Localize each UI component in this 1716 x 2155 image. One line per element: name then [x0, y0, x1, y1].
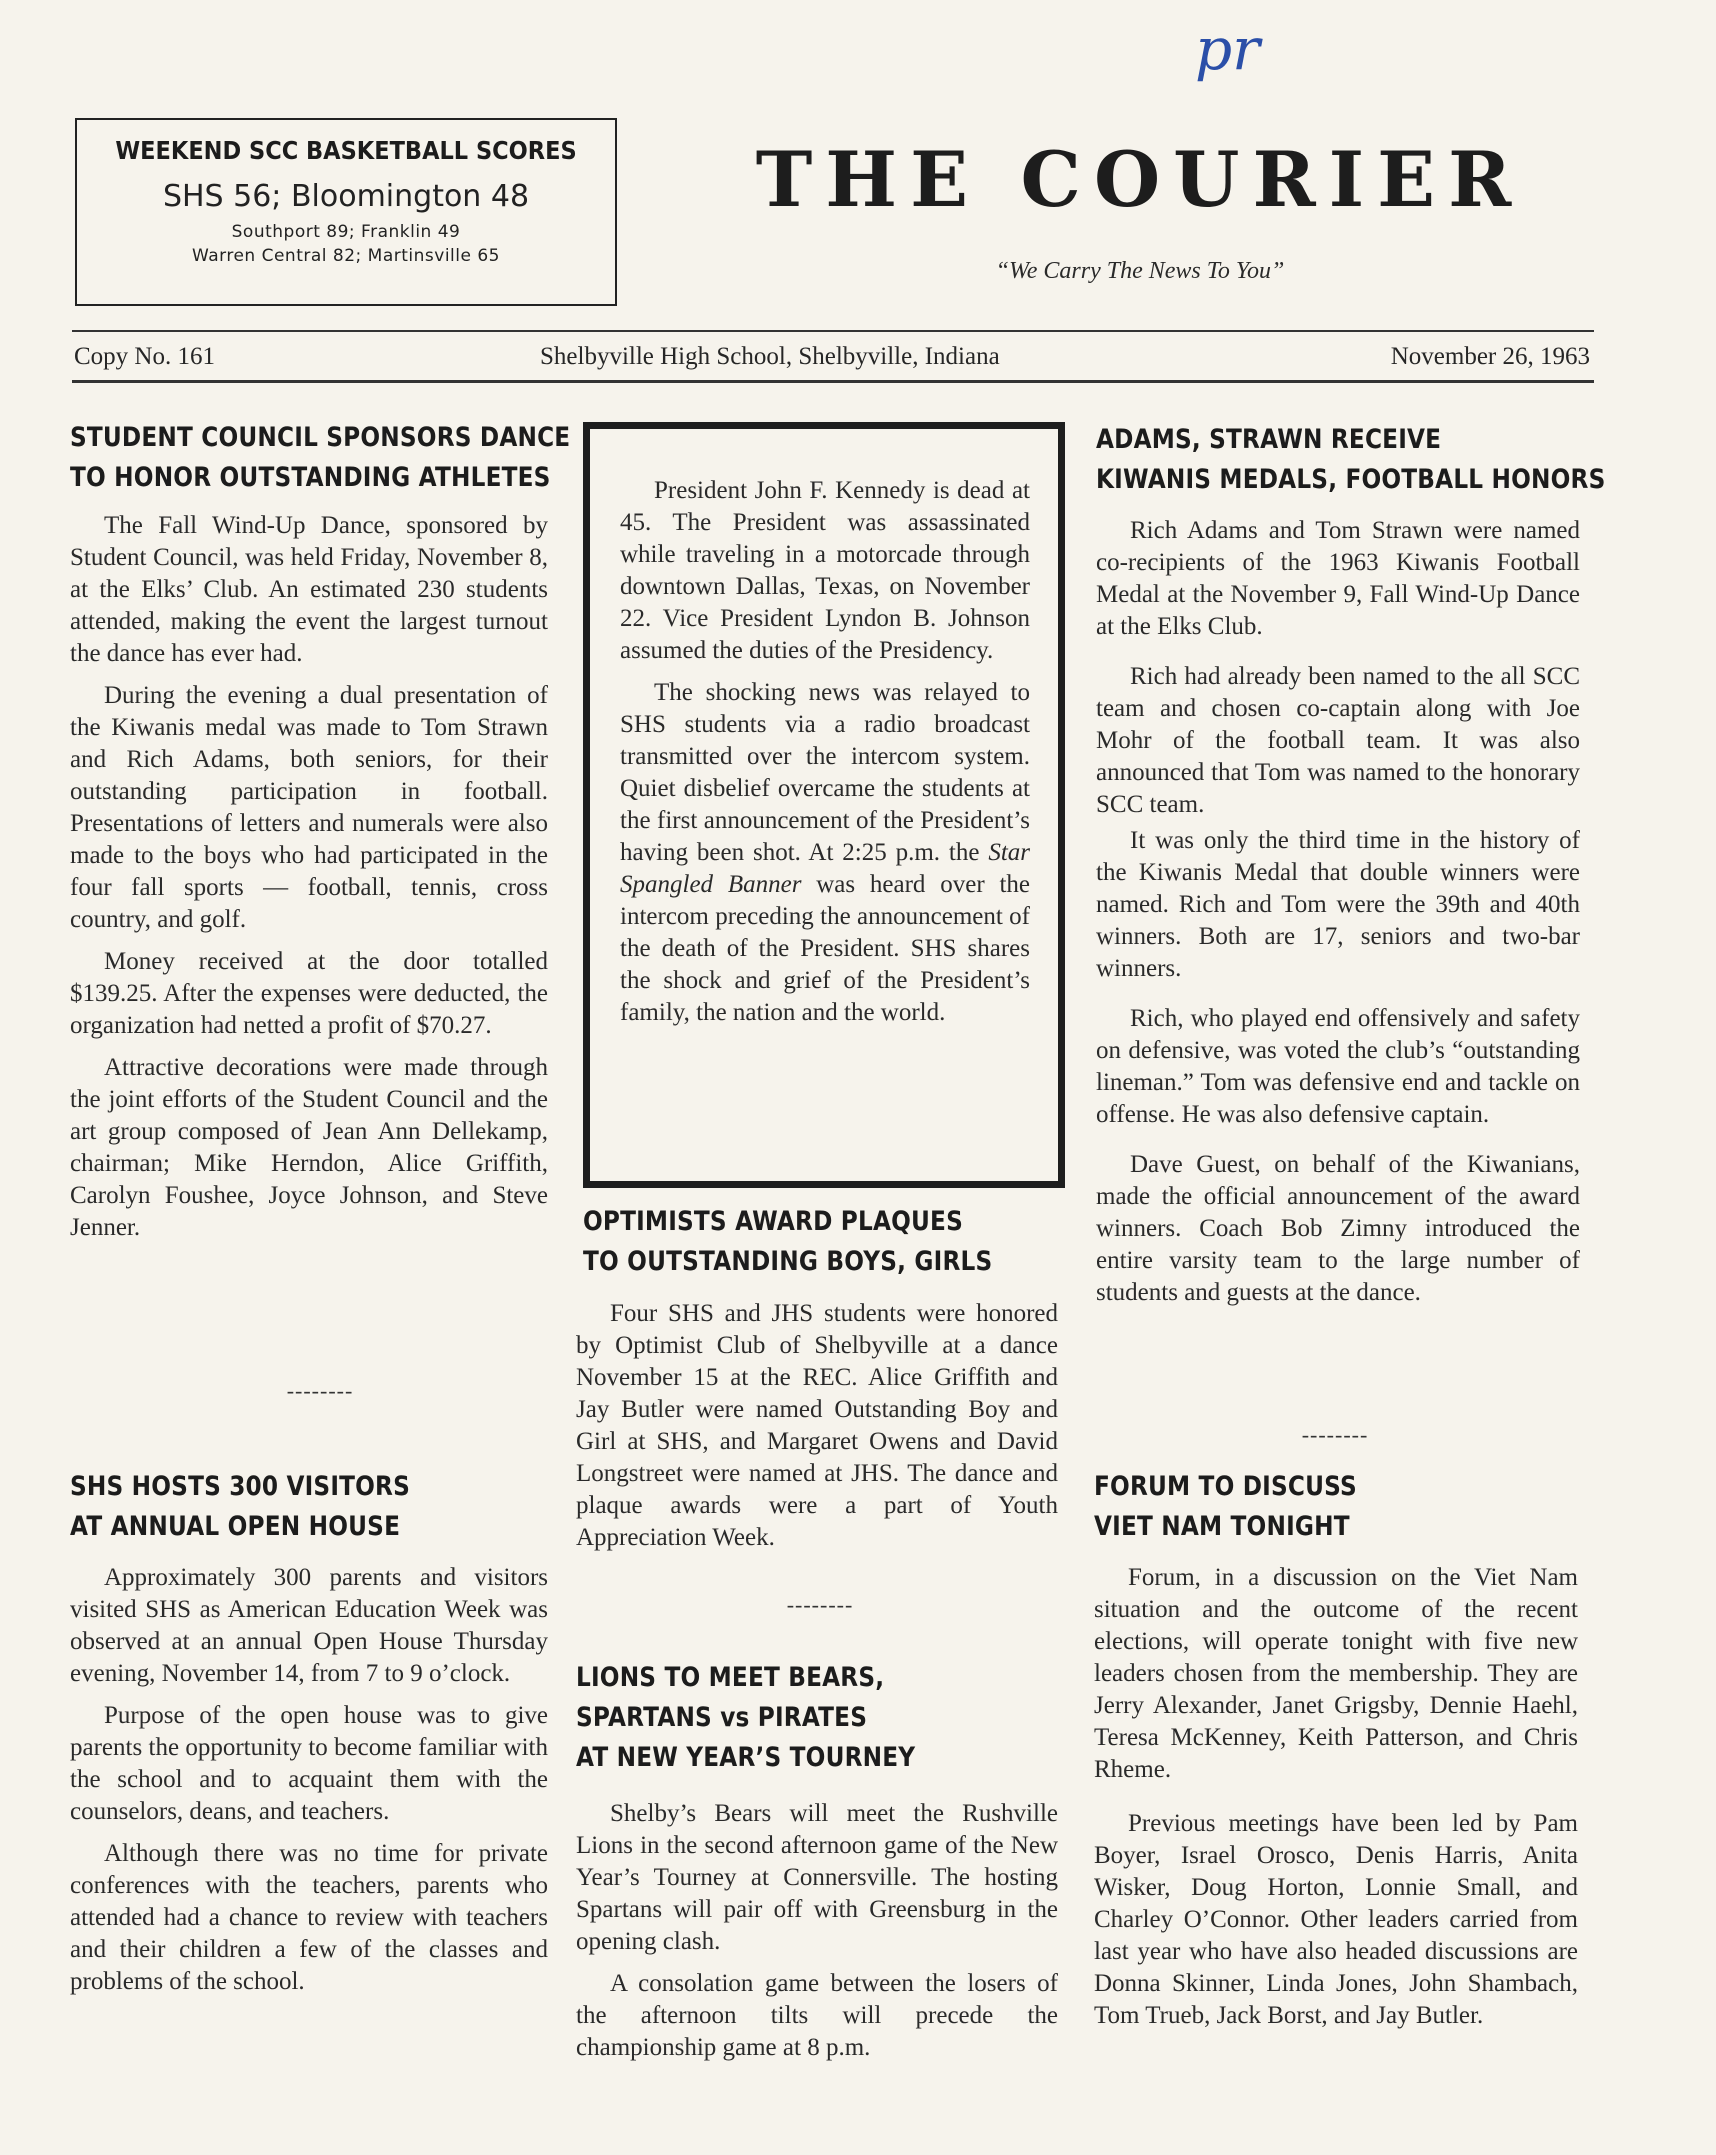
scores-title: WEEKEND SCC BASKETBALL SCORES: [115, 136, 577, 165]
kennedy-box: [583, 422, 1065, 1188]
scores-line-3: Warren Central 82; Martinsville 65: [192, 246, 500, 266]
dance-body: The Fall Wind-Up Dance, sponsored by Student Council, was held Friday, November 8, at the Elks’ Club. An estimated 230 students attended, making the event the largest turnout the dance has ever had. During the evening a dual presentation of the Kiwanis medal was made to Tom Strawn and Rich Adams, both seniors, for their outstanding participation in football. Presentations of letters and numerals were also made to the boys who had participated in the four fall sports — football, tennis, cross country, and golf. Money received at the door totalled $139.25. After the expenses were deducted, the organization had netted a profit of $70.27. Attractive decorations were made through the joint efforts of the Student Council and the art group composed of Jean Ann Dellekamp, chairman; Mike Herndon, Alice Griffith, Carolyn Foushee, Joyce Johnson, and Steve Jenner.: [70, 512, 548, 1241]
open-house-headline: SHS HOSTS 300 VISITORS AT ANNUAL OPEN HOUSE: [70, 1471, 411, 1542]
dateline-school: Shelbyville High School, Shelbyville, Indiana: [540, 343, 1000, 370]
separator-3: --------: [1301, 1422, 1369, 1447]
kiwanis-headline: ADAMS, STRAWN RECEIVE KIWANIS MEDALS, FOOTBALL HONORS: [1096, 424, 1606, 495]
dateline-copy: Copy No. 161: [74, 343, 215, 370]
optimists-headline: OPTIMISTS AWARD PLAQUES TO OUTSTANDING BOYS, GIRLS: [583, 1206, 993, 1277]
scores-box: [75, 118, 617, 306]
tourney-body: Shelby’s Bears will meet the Rushville Lions in the second afternoon game of the New Year’s Tourney at Connersville. The hosting Spartans will pair off with Greensburg in the opening clash. A consolation game between the losers of the afternoon tilts will precede the championship game at 8 p.m.: [576, 1800, 1058, 2061]
handwritten-mark: pr: [1195, 15, 1260, 83]
forum-headline: FORUM TO DISCUSS VIET NAM TONIGHT: [1094, 1471, 1357, 1542]
scores-line-2: Southport 89; Franklin 49: [231, 222, 461, 242]
separator-2: --------: [786, 1592, 854, 1617]
kiwanis-body: Rich Adams and Tom Strawn were named co-recipients of the 1963 Kiwanis Football Medal at the November 9, Fall Wind-Up Dance at the Elks Club. Rich had already been named to the all SCC team and chosen co-captain along with Joe Mohr of the football team. It was also announced that Tom was named to the honorary SCC team. It was only the third time in the history of the Kiwanis Medal that double winners were named. Rich and Tom were the 39th and 40th winners. Both are 17, seniors and two-bar winners. Rich, who played end offensively and safety on defensive, was voted the club’s “outstanding lineman.” Tom was defensive end and tackle on offense. He was also defensive captain. Dave Guest, on behalf of the Kiwanians, made the official announcement of the award winners. Coach Bob Zimny introduced the entire varsity team to the large number of students and guests at the dance.: [1096, 517, 1580, 1306]
separator-1: --------: [286, 1378, 354, 1403]
rule-top: [72, 330, 1594, 332]
kennedy-body: President John F. Kennedy is dead at 45. The President was assassinated while traveling in a motorcade through downtown Dallas, Texas, on November 22. Vice President Lyndon B. Johnson assumed the duties of the Presidency. The shocking news was relayed to SHS students via a radio broadcast transmitted over the intercom system. Quiet disbelief overcame the students at the first announcement of the President’s having been shot. At 2:25 p.m. the Star Spangled Banner was heard over the intercom preceding the announcement of the death of the President. SHS shares the shock and grief of the President’s family, the nation and the world.: [620, 477, 1030, 1026]
rule-bottom: [72, 380, 1594, 383]
masthead-title: THE COURIER: [755, 135, 1525, 224]
scores-main: SHS 56; Bloomington 48: [162, 179, 530, 214]
optimists-body: Four SHS and JHS students were honored by Optimist Club of Shelbyville at a dance November 15 at the REC. Alice Griffith and Jay Butler were named Outstanding Boy and Girl at SHS, and Margaret Owens and David Longstreet were named at JHS. The dance and plaque awards were a part of Youth Appreciation Week.: [576, 1300, 1058, 1551]
forum-body: Forum, in a discussion on the Viet Nam situation and the outcome of the recent elections, will operate tonight with five new leaders chosen from the membership. They are Jerry Alexander, Janet Grigsby, Dennie Haehl, Teresa McKenney, Keith Patterson, and Chris Rheme. Previous meetings have been led by Pam Boyer, Israel Orosco, Denis Harris, Anita Wisker, Doug Horton, Lonnie Small, and Charley O’Connor. Other leaders carried from last year who have also headed discussions are Donna Skinner, Linda Jones, John Shambach, Tom Trueb, Jack Borst, and Jay Butler.: [1094, 1564, 1578, 2029]
dance-headline: STUDENT COUNCIL SPONSORS DANCE TO HONOR OUTSTANDING ATHLETES: [70, 422, 571, 493]
masthead-motto: “We Carry The News To You”: [995, 258, 1285, 284]
tourney-headline: LIONS TO MEET BEARS, SPARTANS vs PIRATES AT NEW YEAR’S TOURNEY: [576, 1662, 916, 1773]
open-house-body: Approximately 300 parents and visitors visited SHS as American Education Week was observed at an annual Open House Thursday evening, November 14, from 7 to 9 o’clock. Purpose of the open house was to give parents the opportunity to become familiar with the school and to acquaint them with the counselors, deans, and teachers. Although there was no time for private conferences with the teachers, parents who attended had a chance to review with teachers and their children a few of the classes and problems of the school.: [70, 1564, 548, 1995]
dateline-date: November 26, 1963: [1390, 343, 1590, 370]
